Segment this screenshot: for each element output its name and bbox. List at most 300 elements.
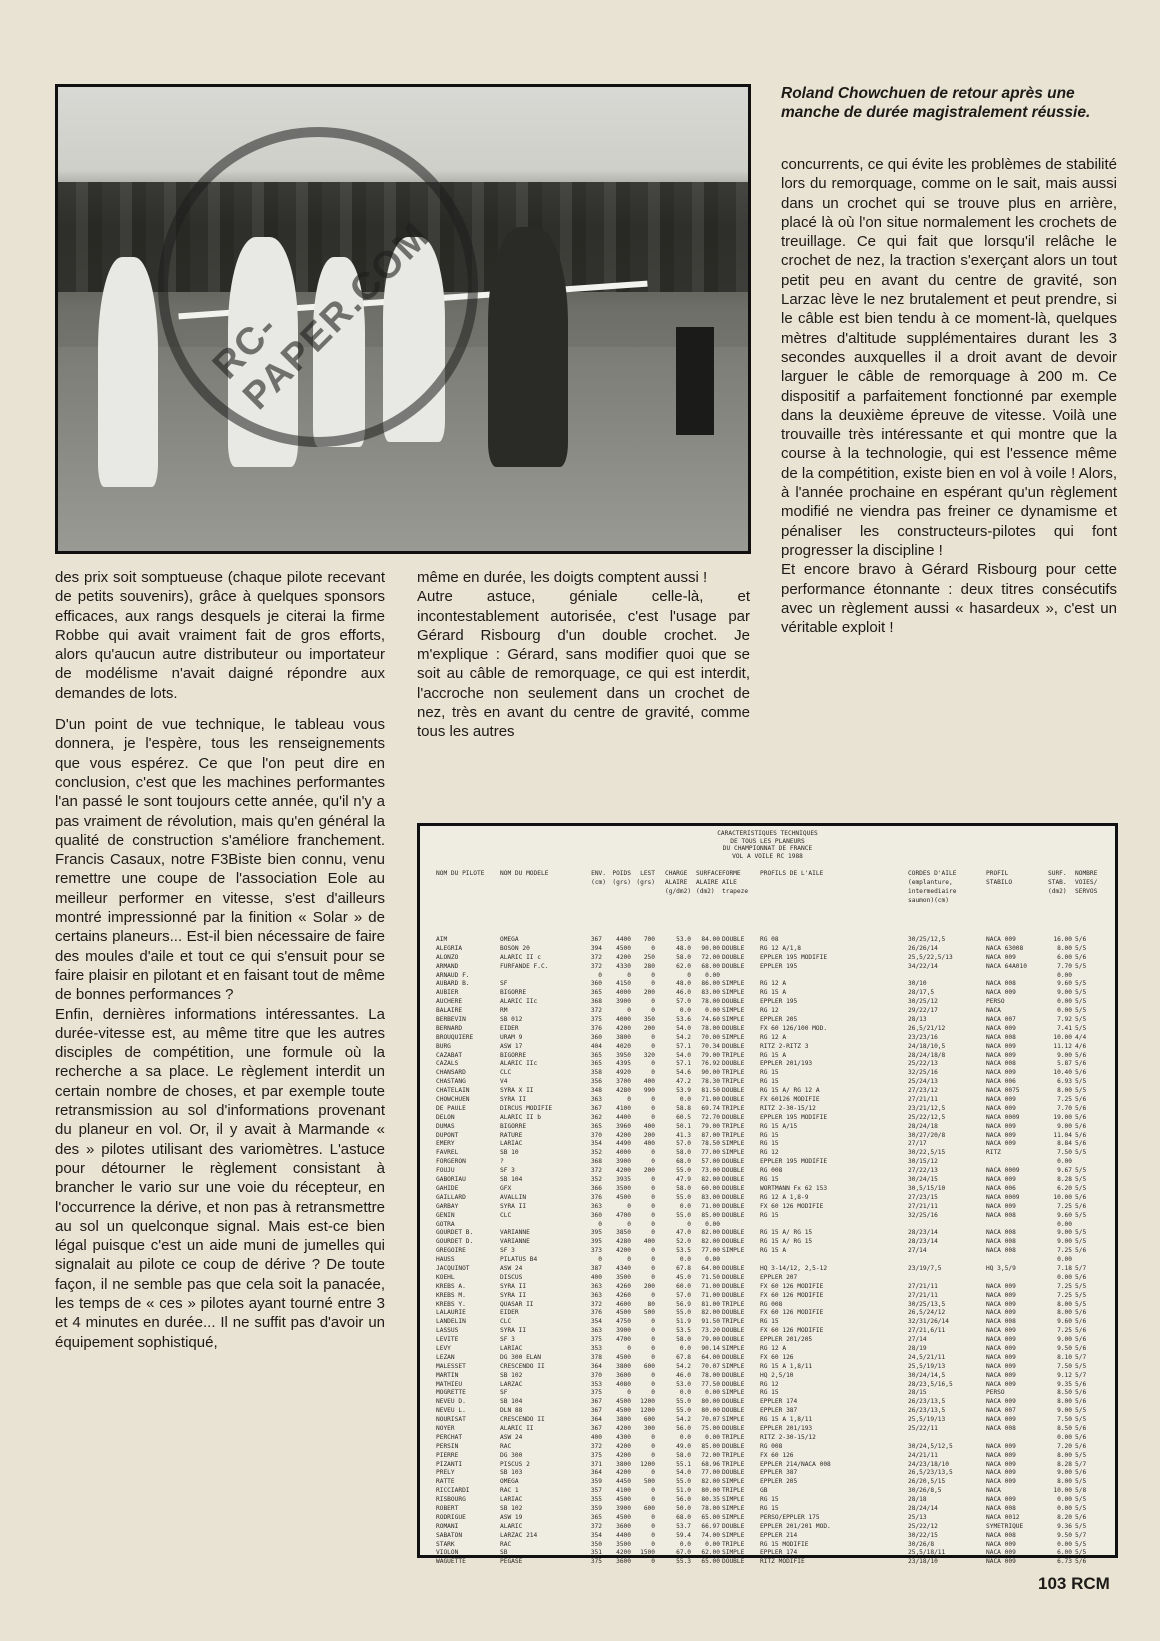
table-cell: 360 <box>590 1033 602 1041</box>
table-cell: 5/5 <box>1075 1478 1087 1486</box>
table-cell: 5/5 <box>1075 1211 1087 1219</box>
header-cell: NOM DU PILOTE <box>436 870 485 877</box>
table-cell: 4000 <box>616 989 631 997</box>
table-cell: ROMANI <box>436 1522 459 1530</box>
table-cell: 0.00 <box>1057 1007 1072 1015</box>
page-number: 103 <box>1038 1574 1067 1593</box>
table-row <box>420 1452 1115 1461</box>
table-row <box>420 963 1115 972</box>
table-cell: DOUBLE <box>722 1158 745 1166</box>
table-row <box>420 1043 1115 1052</box>
table-cell: 80.00 <box>701 1398 720 1406</box>
table-cell: 0.00 <box>1057 1158 1072 1166</box>
table-row <box>420 1087 1115 1096</box>
table-cell: 363 <box>590 1291 602 1299</box>
table-cell: 365 <box>590 1122 602 1130</box>
table-row <box>420 1176 1115 1185</box>
table-cell: 5/6 <box>1075 1202 1087 1210</box>
table-cell: 83.00 <box>701 989 720 997</box>
table-cell: PISCUS 2 <box>500 1460 530 1468</box>
table-cell: 0 <box>651 1149 655 1157</box>
table-cell: NACA 009 <box>986 1176 1016 1184</box>
table-cell: 9.12 <box>1057 1371 1072 1379</box>
table-cell: ? <box>500 1158 504 1166</box>
table-cell: SIMPLE <box>722 1344 745 1352</box>
table-cell: 3900 <box>616 1327 631 1335</box>
table-cell: ARNAUD F. <box>436 971 470 979</box>
table-cell: 8.00 <box>1057 1300 1072 1308</box>
table-cell: KREBS Y. <box>436 1300 466 1308</box>
table-cell: 3900 <box>616 1158 631 1166</box>
table-cell: RICCIARDI <box>436 1487 470 1495</box>
table-cell: 27/21,6/11 <box>908 1327 946 1335</box>
table-cell: 28/24/18 <box>908 1122 938 1130</box>
table-cell: PEGASE <box>500 1558 523 1566</box>
table-cell: 8.10 <box>1057 1353 1072 1361</box>
table-cell: 5/5 <box>1075 1451 1087 1459</box>
table-cell: 200 <box>643 1024 655 1032</box>
table-cell: V4 <box>500 1078 508 1086</box>
table-cell: 0 <box>598 1220 602 1228</box>
table-cell: 82.00 <box>701 1176 720 1184</box>
table-cell: 27/21/11 <box>908 1282 938 1290</box>
table-cell: 0 <box>651 1558 655 1566</box>
table-cell: 359 <box>590 1478 602 1486</box>
table-cell: PIERRE <box>436 1451 459 1459</box>
table-cell: 5/6 <box>1075 1247 1087 1255</box>
table-cell: 25/13 <box>908 1513 927 1521</box>
table-cell: 3500 <box>616 1273 631 1281</box>
table-cell: 64.00 <box>701 1353 720 1361</box>
table-row <box>420 945 1115 954</box>
table-cell: 356 <box>590 1078 602 1086</box>
table-cell: 5/5 <box>1075 998 1087 1006</box>
table-cell: 394 <box>590 944 602 952</box>
table-cell: 80.00 <box>701 1407 720 1415</box>
table-cell: 5/6 <box>1075 1344 1087 1352</box>
table-cell: 30/22/15 <box>908 1531 938 1539</box>
table-cell: 72.70 <box>701 1113 720 1121</box>
table-row <box>420 1389 1115 1398</box>
table-cell: 375 <box>590 1451 602 1459</box>
table-cell: DOUBLE <box>722 1096 745 1104</box>
table-cell: 5/6 <box>1075 1389 1087 1397</box>
table-cell: EMERY <box>436 1140 455 1148</box>
table-cell: 54.2 <box>676 1362 691 1370</box>
table-cell: HQ 3,5/9 <box>986 1264 1016 1272</box>
table-cell: 0.0 <box>679 1344 691 1352</box>
table-cell: 78.00 <box>701 1505 720 1512</box>
table-cell: DELON <box>436 1113 455 1121</box>
table-row <box>420 1345 1115 1354</box>
table-cell: 70.34 <box>701 1042 720 1050</box>
table-cell: 9.50 <box>1057 1531 1072 1539</box>
table-cell: BIGORRE <box>500 989 527 997</box>
table-cell: 4260 <box>616 1282 631 1290</box>
table-cell: URAM 9 <box>500 1033 523 1041</box>
table-cell: EPPLER 387 <box>760 1469 798 1477</box>
table-cell: 395 <box>590 1229 602 1237</box>
table-cell: PIZANTI <box>436 1460 463 1468</box>
table-cell: 5/5 <box>1075 1229 1087 1237</box>
table-cell: 58.0 <box>676 953 691 961</box>
table-cell: 3500 <box>616 1184 631 1192</box>
table-cell: SF 3 <box>500 1247 515 1255</box>
table-cell: LARIAC <box>500 1344 523 1352</box>
table-cell: 3800 <box>616 1033 631 1041</box>
table-cell: 372 <box>590 1442 602 1450</box>
table-cell: DOUBLE <box>722 1202 745 1210</box>
table-cell: 8.00 <box>1057 1451 1072 1459</box>
table-row <box>420 1301 1115 1310</box>
table-cell: 0 <box>651 1096 655 1104</box>
table-cell: PERSIN <box>436 1442 459 1450</box>
photo-glider-launch <box>55 84 751 554</box>
table-cell: SIMPLE <box>722 1505 745 1512</box>
table-cell: 395 <box>590 1238 602 1246</box>
table-cell: GAILLARD <box>436 1193 466 1201</box>
table-cell: QUASAR II <box>500 1300 534 1308</box>
table-cell: 5/6 <box>1075 1469 1087 1477</box>
table-cell: 57.0 <box>676 1140 691 1148</box>
table-cell: 364 <box>590 1469 602 1477</box>
table-cell: 78.30 <box>701 1078 720 1086</box>
table-cell: EIDER <box>500 1024 519 1032</box>
table-cell: 47.9 <box>676 1176 691 1184</box>
table-cell: 57.1 <box>676 1042 691 1050</box>
table-cell: 365 <box>590 989 602 997</box>
table-cell: ALARIC IIc <box>500 1060 538 1068</box>
table-cell: 9.60 <box>1057 1318 1072 1326</box>
table-cell: 0.00 <box>1057 1540 1072 1548</box>
table-cell: 5/6 <box>1075 1398 1087 1406</box>
table-cell: 68.0 <box>676 1158 691 1166</box>
table-cell: 0 <box>651 1291 655 1299</box>
table-cell: ROBERT <box>436 1505 459 1512</box>
table-cell: 0 <box>651 1211 655 1219</box>
table-cell: 91.50 <box>701 1318 720 1326</box>
table-cell: 4200 <box>616 1549 631 1557</box>
table-cell: DOUBLE <box>722 1273 745 1281</box>
table-cell: 5/6 <box>1075 1060 1087 1068</box>
table-cell: 79.00 <box>701 1336 720 1344</box>
table-row <box>420 1203 1115 1212</box>
table-cell: CLC <box>500 1211 512 1219</box>
table-cell: NACA 009 <box>986 1309 1016 1317</box>
table-cell: 0 <box>651 1220 655 1228</box>
table-cell: 5/5 <box>1075 1416 1087 1424</box>
table-cell: DE PAULE <box>436 1104 466 1112</box>
table-cell: GAHIDE <box>436 1184 459 1192</box>
table-cell: SIMPLE <box>722 1247 745 1255</box>
table-cell: NACA 008 <box>986 1505 1016 1512</box>
table-cell: 4500 <box>616 1309 631 1317</box>
table-cell: EPPLER 195 MODIFIE <box>760 953 828 961</box>
table-cell: RG 15 A/15 <box>760 1122 798 1130</box>
table-cell: 27/23/15 <box>908 1193 938 1201</box>
table-cell: DOUBLE <box>722 1238 745 1246</box>
table-cell: 55.3 <box>676 1558 691 1566</box>
table-cell: 23/19/7,5 <box>908 1264 942 1272</box>
table-cell: 352 <box>590 1149 602 1157</box>
table-cell: 300 <box>643 1424 655 1432</box>
table-cell: DISCUS <box>500 1273 523 1281</box>
table-cell: 6.00 <box>1057 1549 1072 1557</box>
table-cell: GABORIAU <box>436 1176 466 1184</box>
table-cell: 90.00 <box>701 944 720 952</box>
table-cell: OMEGA <box>500 936 519 943</box>
table-cell: SF <box>500 980 508 988</box>
table-cell: 55.0 <box>676 1309 691 1317</box>
table-row <box>420 1336 1115 1345</box>
table-row <box>420 1212 1115 1221</box>
paragraph: Autre astuce, géniale celle-là, et incontestablement autorisée, c'est l'usage par Gérard Risbourg d'un double crochet. Je m'explique : Gérard, sans modifier quoi que se soit au câble de remorquage, ce qui est interdit, l'accroche non seulement dans un crochet de nez, très en avant du centre de gravité, comme tous les autres <box>417 588 750 741</box>
table-cell: CRESCENDO II <box>500 1416 545 1424</box>
table-cell: 53.0 <box>676 1380 691 1388</box>
table-row <box>420 1425 1115 1434</box>
table-cell: DOUBLE <box>722 1309 745 1317</box>
table-cell: 0 <box>651 1531 655 1539</box>
table-cell: 7.50 <box>1057 1416 1072 1424</box>
table-cell: 5/5 <box>1075 1549 1087 1557</box>
table-cell: 57.0 <box>676 1291 691 1299</box>
table-cell: 24/23/18/10 <box>908 1460 949 1468</box>
table-cell: BOSON 20 <box>500 944 530 952</box>
table-cell: 372 <box>590 962 602 970</box>
table-cell: 24/21/11 <box>908 1451 938 1459</box>
table-cell: 5/6 <box>1075 1193 1087 1201</box>
table-cell: 30,5/15/10 <box>908 1184 946 1192</box>
table-row <box>420 1558 1115 1567</box>
table-cell: GB <box>760 1487 768 1495</box>
header-cell: POIDS (grs) <box>612 870 631 886</box>
table-cell: 358 <box>590 1069 602 1077</box>
table-cell: 6.73 <box>1057 1558 1072 1566</box>
table-cell: CRESCENDO II <box>500 1362 545 1370</box>
table-cell: 25/22/12,5 <box>908 1113 946 1121</box>
table-cell: SIMPLE <box>722 1007 745 1015</box>
table-cell: CAZALS <box>436 1060 459 1068</box>
table-cell: BALAIRE <box>436 1007 463 1015</box>
table-cell: 4200 <box>616 1167 631 1175</box>
table-cell: 5/5 <box>1075 1362 1087 1370</box>
table-cell: DOUBLE <box>722 1558 745 1566</box>
table-cell: 32/25/16 <box>908 1069 938 1077</box>
table-cell: 9.00 <box>1057 1469 1072 1477</box>
table-cell: 360 <box>590 1211 602 1219</box>
table-cell: RG 008 <box>760 1300 783 1308</box>
table-cell: SB 10 <box>500 1149 519 1157</box>
table-cell: 53.7 <box>676 1522 691 1530</box>
table-cell: 5/6 <box>1075 1442 1087 1450</box>
table-cell: SYRA II <box>500 1096 527 1104</box>
table-cell: RG 15 <box>760 1131 779 1139</box>
table-cell: 79.00 <box>701 1051 720 1059</box>
table-cell: ALARIC II c <box>500 953 541 961</box>
table-cell: 5/8 <box>1075 1487 1087 1495</box>
header-cell: CORDES D'AILE (emplanture, intermediaire saumon)(cm) <box>908 870 957 904</box>
table-cell: RG 15 A <box>760 989 787 997</box>
table-cell: NACA 009 <box>986 936 1016 943</box>
table-cell: 0 <box>651 1327 655 1335</box>
table-cell: EIDER <box>500 1309 519 1317</box>
table-cell: 0 <box>651 1496 655 1504</box>
text-column-3 <box>781 155 1117 637</box>
table-cell: 0.0 <box>679 1540 691 1548</box>
table-cell: ALARIC IIc <box>500 998 538 1006</box>
table-cell: RG 12 <box>760 1380 779 1388</box>
table-cell: 62.0 <box>676 962 691 970</box>
table-cell: 57.00 <box>701 1158 720 1166</box>
table-cell: SYRA II <box>500 1202 527 1210</box>
table-cell: 0 <box>651 944 655 952</box>
table-cell: NACA 009 <box>986 1327 1016 1335</box>
table-cell: 0 <box>687 1220 691 1228</box>
table-cell: NACA 009 <box>986 989 1016 997</box>
table-cell: 353 <box>590 1380 602 1388</box>
table-cell: DOUBLE <box>722 1522 745 1530</box>
table-cell: EPPLER 207 <box>760 1273 798 1281</box>
table-cell: DOUBLE <box>722 1184 745 1192</box>
table-cell: 25,5/22,5/13 <box>908 953 953 961</box>
table-cell: RG 15 A 1,8/11 <box>760 1362 813 1370</box>
table-cell: 280 <box>643 962 655 970</box>
table-cell: LEZAN <box>436 1353 455 1361</box>
table-cell: 34/22/14 <box>908 962 938 970</box>
table-cell: LARZAC 214 <box>500 1531 538 1539</box>
table-cell: 0.0 <box>679 1202 691 1210</box>
table-cell: 16.00 <box>1053 936 1072 943</box>
table-cell: 19.00 <box>1053 1113 1072 1121</box>
table-cell: TRIPLE <box>722 1104 745 1112</box>
table-cell: 54.2 <box>676 1416 691 1424</box>
table-row <box>420 936 1115 945</box>
header-cell: PROFIL STABILO <box>986 870 1013 886</box>
table-cell: 70.07 <box>701 1416 720 1424</box>
table-cell: AUBIER <box>436 989 459 997</box>
table-cell: 5/7 <box>1075 1460 1087 1468</box>
table-cell: 600 <box>643 1362 655 1370</box>
table-cell: 0.00 <box>1057 971 1072 979</box>
table-cell: 0.0 <box>679 1433 691 1441</box>
table-cell: ASW 24 <box>500 1264 523 1272</box>
table-cell: 53.5 <box>676 1247 691 1255</box>
table-row <box>420 1478 1115 1487</box>
table-cell: 0 <box>651 980 655 988</box>
table-row <box>420 1114 1115 1123</box>
table-row <box>420 1541 1115 1550</box>
table-row <box>420 1283 1115 1292</box>
table-title: CARACTERISTIQUES TECHNIQUES DE TOUS LES PLANEURS DU CHAMPIONNAT DE FRANCE VOL A VOILE RC 1988 <box>717 830 818 860</box>
table-cell: 69.74 <box>701 1104 720 1112</box>
table-cell: SIMPLE <box>722 1149 745 1157</box>
table-cell: 52.0 <box>676 1238 691 1246</box>
table-cell: STARK <box>436 1540 455 1548</box>
table-cell: 54.0 <box>676 1469 691 1477</box>
table-cell: DOUBLE <box>722 962 745 970</box>
table-row <box>420 1416 1115 1425</box>
table-cell: HAUSS <box>436 1256 455 1264</box>
table-cell: 359 <box>590 1505 602 1512</box>
table-cell: 4100 <box>616 1487 631 1495</box>
table-cell: ALEGRIA <box>436 944 463 952</box>
table-cell: DIRCUS MODIFIE <box>500 1104 553 1112</box>
text-column-2 <box>417 568 750 742</box>
table-cell: 4000 <box>616 1016 631 1024</box>
table-cell: DOUBLE <box>722 1167 745 1175</box>
table-cell: 9.00 <box>1057 1122 1072 1130</box>
table-cell: DOUBLE <box>722 1176 745 1184</box>
table-cell: 0 <box>651 1113 655 1121</box>
table-row <box>420 1105 1115 1114</box>
table-cell: 53.9 <box>676 1087 691 1095</box>
table-cell: 0 <box>651 1256 655 1264</box>
table-cell: FORGERON <box>436 1158 466 1166</box>
table-cell: 4280 <box>616 1238 631 1246</box>
table-row <box>420 980 1115 989</box>
table-cell: 500 <box>643 1309 655 1317</box>
table-cell: BERBEVIN <box>436 1016 466 1024</box>
table-cell: GARBAY <box>436 1202 459 1210</box>
table-cell: NACA 009 <box>986 1122 1016 1130</box>
table-cell: 4500 <box>616 1407 631 1415</box>
table-row <box>420 1060 1115 1069</box>
table-cell: SF 3 <box>500 1336 515 1344</box>
table-cell: 4340 <box>616 1264 631 1272</box>
table-cell: 5/5 <box>1075 1300 1087 1308</box>
table-cell: EPPLER 195 MODIFIE <box>760 1158 828 1166</box>
table-cell: RG 15 <box>760 1140 779 1148</box>
table-cell: EPPLER 387 <box>760 1407 798 1415</box>
table-cell: 30/22,5/15 <box>908 1149 946 1157</box>
table-cell: 0 <box>651 1487 655 1495</box>
table-cell: MOGRETTE <box>436 1389 466 1397</box>
table-cell: NEVEU D. <box>436 1398 466 1406</box>
table-cell: SB 103 <box>500 1469 523 1477</box>
table-cell: RG 12 A <box>760 1033 787 1041</box>
table-cell: SYMETRIQUE <box>986 1522 1024 1530</box>
table-cell: CHATELAIN <box>436 1087 470 1095</box>
table-cell: 5/7 <box>1075 1264 1087 1272</box>
header-cell: PROFILS DE L'AILE <box>760 870 824 877</box>
table-cell: SIMPLE <box>722 1531 745 1539</box>
table-cell: NACA 009 <box>986 1416 1016 1424</box>
table-cell: 0 <box>651 1371 655 1379</box>
table-row <box>420 1140 1115 1149</box>
table-cell: 3800 <box>616 1416 631 1424</box>
table-cell: DUPONT <box>436 1131 459 1139</box>
table-cell: KREBS M. <box>436 1291 466 1299</box>
table-cell: SB 102 <box>500 1505 523 1512</box>
table-cell: 0 <box>651 1522 655 1530</box>
table-cell: 11.04 <box>1053 1131 1072 1139</box>
table-cell: VARIANNE <box>500 1229 530 1237</box>
table-cell: 10.40 <box>1053 1069 1072 1077</box>
table-cell: RG 12 <box>760 1149 779 1157</box>
table-cell: 80.35 <box>701 1496 720 1504</box>
table-cell: RAC <box>500 1442 512 1450</box>
table-cell: 5/6 <box>1075 1051 1087 1059</box>
table-cell: 5/5 <box>1075 1024 1087 1032</box>
table-cell: 0.00 <box>1057 1256 1072 1264</box>
table-cell: 7.25 <box>1057 1291 1072 1299</box>
table-cell: 0 <box>651 1389 655 1397</box>
table-cell: DOUBLE <box>722 1060 745 1068</box>
table-cell: 5/6 <box>1075 1140 1087 1148</box>
table-cell: NACA <box>986 1487 1001 1495</box>
table-cell: 25/22/12 <box>908 1522 938 1530</box>
table-cell: 376 <box>590 1193 602 1201</box>
